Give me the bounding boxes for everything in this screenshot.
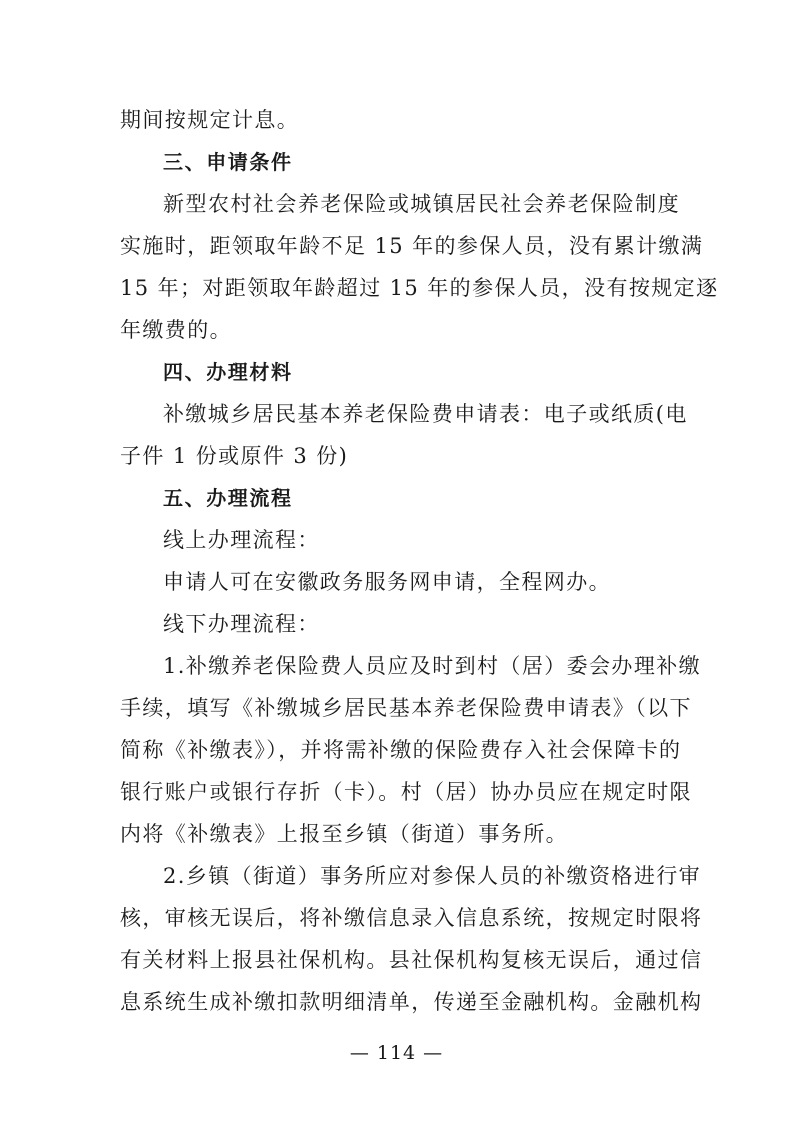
paragraph-line: 核，审核无误后，将补缴信息录入信息系统，按规定时限将 bbox=[120, 906, 703, 930]
paragraph-line: 15 年；对距领取年龄超过 15 年的参保人员，没有按规定逐 bbox=[120, 276, 719, 300]
paragraph-line: 内将《补缴表》上报至乡镇（街道）事务所。 bbox=[120, 822, 568, 846]
paragraph-line: 补缴城乡居民基本养老保险费申请表：电子或纸质(电 bbox=[163, 402, 688, 426]
paragraph-line: 申请人可在安徽政务服务网申请，全程网办。 bbox=[163, 570, 611, 594]
paragraph-line: 线上办理流程： bbox=[163, 528, 320, 552]
paragraph-line: 1.补缴养老保险费人员应及时到村（居）委会办理补缴 bbox=[163, 654, 702, 678]
paragraph-line: 简称《补缴表》），并将需补缴的保险费存入社会保障卡的 bbox=[120, 738, 682, 762]
section-heading-materials: 四、办理材料 bbox=[163, 360, 293, 384]
paragraph-line: 新型农村社会养老保险或城镇居民社会养老保险制度 bbox=[163, 192, 680, 216]
section-heading-application-conditions: 三、申请条件 bbox=[163, 150, 293, 174]
paragraph-line: 有关材料上报县社保机构。县社保机构复核无误后，通过信 bbox=[120, 948, 703, 972]
paragraph-line: 银行账户或银行存折（卡）。村（居）协办员应在规定时限 bbox=[120, 780, 692, 804]
paragraph-line: 年缴费的。 bbox=[120, 318, 232, 342]
paragraph-line: 息系统生成补缴扣款明细清单，传递至金融机构。金融机构 bbox=[120, 990, 703, 1014]
paragraph-line: 实施时，距领取年龄不足 15 年的参保人员，没有累计缴满 bbox=[120, 234, 704, 258]
paragraph-line: 2.乡镇（街道）事务所应对参保人员的补缴资格进行审 bbox=[163, 864, 702, 888]
section-heading-process: 五、办理流程 bbox=[163, 486, 293, 510]
paragraph-line: 期间按规定计息。 bbox=[120, 108, 300, 132]
page-number: — 114 — bbox=[349, 1042, 444, 1064]
paragraph-line: 手续，填写《补缴城乡居民基本养老保险费申请表》（以下 bbox=[120, 696, 692, 720]
paragraph-line: 子件 1 份或原件 3 份) bbox=[120, 444, 349, 468]
paragraph-line: 线下办理流程： bbox=[163, 612, 320, 636]
